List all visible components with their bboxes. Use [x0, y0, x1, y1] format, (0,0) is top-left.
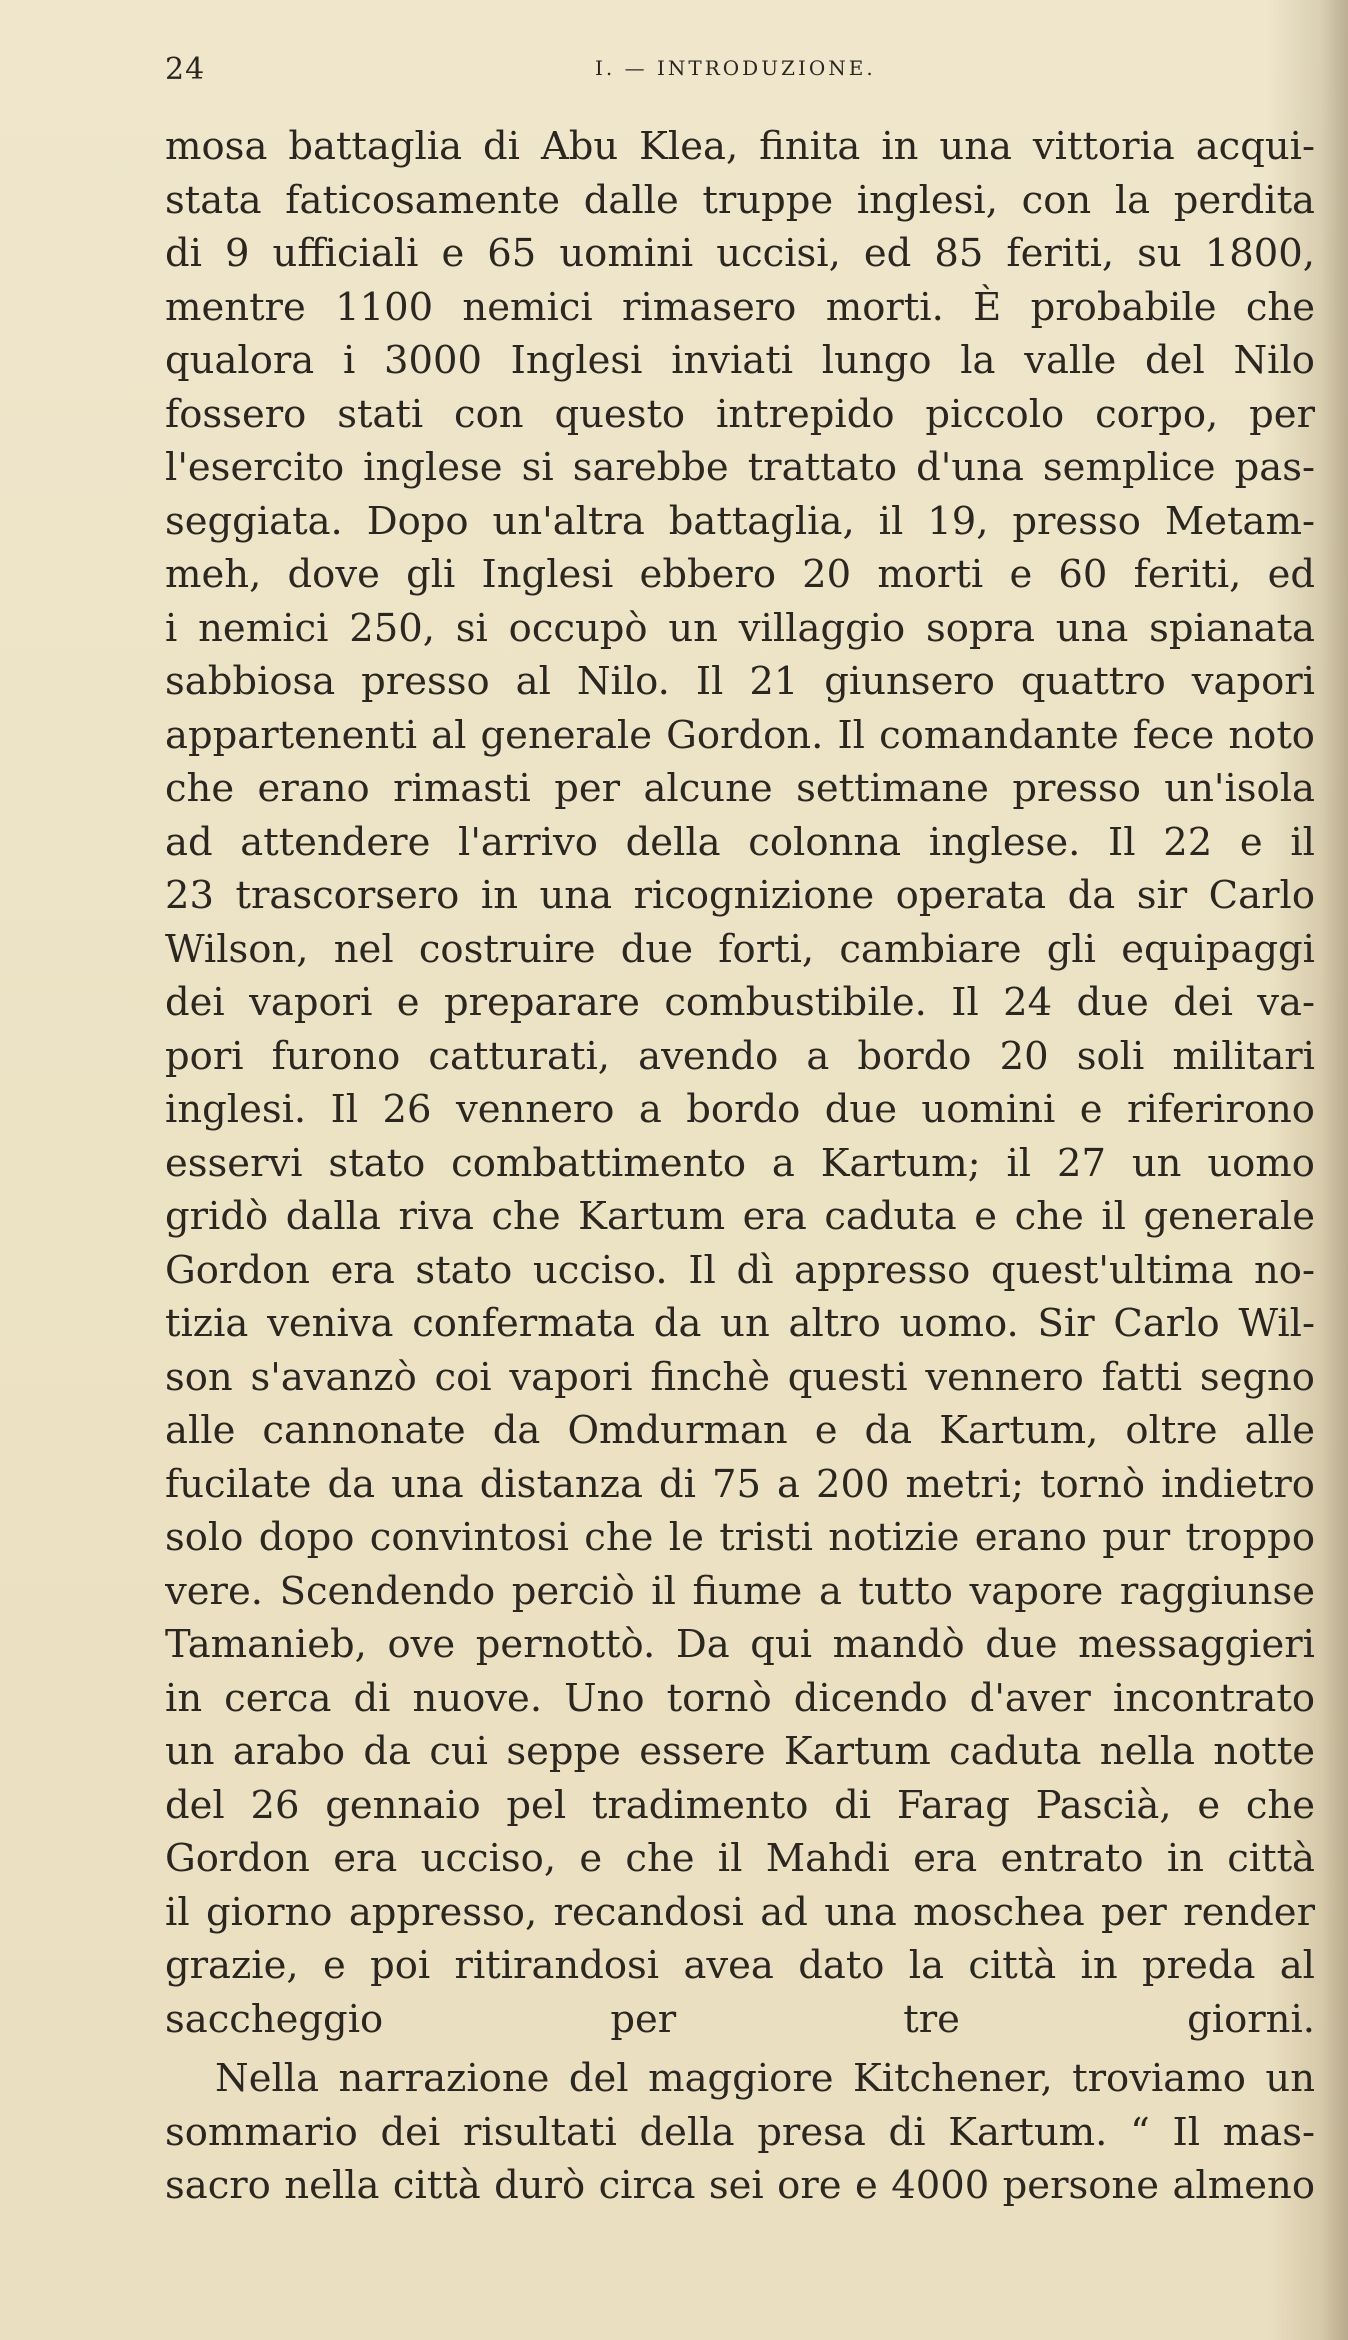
text-line: dei vapori e preparare combustibile. Il 24 due dei va-	[165, 980, 1315, 1025]
page-number: 24	[165, 52, 206, 87]
text-line: mentre 1100 nemici rimasero morti. È probabile che	[165, 284, 1315, 330]
text-line: 23 trascorsero in una ricognizione operata da sir Carlo	[165, 873, 1315, 918]
text-line: inglesi. Il 26 vennero a bordo due uomini e riferirono	[165, 1087, 1315, 1132]
running-head: I. — INTRODUZIONE.	[595, 56, 876, 80]
body-text	[165, 120, 1315, 2213]
text-line: esservi stato combattimento a Kartum; il 27 un uomo	[165, 1140, 1315, 1186]
text-line: Gordon era ucciso, e che il Mahdi era entrato in città	[165, 1836, 1315, 1881]
text-line: Wilson, nel costruire due forti, cambiare gli equipaggi	[165, 926, 1315, 972]
text-line: solo dopo convintosi che le tristi notizie erano pur troppo	[165, 1515, 1315, 1560]
text-line: Tamanieb, ove pernottò. Da qui mandò due messaggieri	[165, 1622, 1315, 1667]
text-line: di 9 ufficiali e 65 uomini uccisi, ed 85 feriti, su 1800,	[165, 231, 1315, 276]
text-line: appartenenti al generale Gordon. Il comandante fece noto	[165, 712, 1315, 758]
page-header	[165, 52, 1295, 92]
text-line: ad attendere l'arrivo della colonna inglese. Il 22 e il	[165, 819, 1315, 865]
text-line: i nemici 250, si occupò un villaggio sopra una spianata	[165, 605, 1315, 651]
text-line: che erano rimasti per alcune settimane presso un'isola	[165, 766, 1315, 811]
text-line: Nella narrazione del maggiore Kitchener, troviamo un	[215, 2056, 1315, 2101]
text-line: del 26 gennaio pel tradimento di Farag Pascià, e che	[165, 1782, 1315, 1828]
text-line: vere. Scendendo perciò il fiume a tutto vapore raggiunse	[165, 1568, 1315, 1614]
text-line: fossero stati con questo intrepido piccolo corpo, per	[165, 391, 1315, 437]
text-line: stata faticosamente dalle truppe inglesi, con la perdita	[165, 177, 1315, 223]
text-line: meh, dove gli Inglesi ebbero 20 morti e 60 feriti, ed	[165, 552, 1315, 597]
text-line: sacro nella città durò circa sei ore e 4000 persone almeno	[165, 2163, 1315, 2208]
text-line: saccheggio per tre giorni.	[165, 1996, 1315, 2042]
text-line: in cerca di nuove. Uno tornò dicendo d'aver incontrato	[165, 1675, 1315, 1721]
text-line: un arabo da cui seppe essere Kartum caduta nella notte	[165, 1729, 1315, 1774]
text-line: mosa battaglia di Abu Klea, finita in una vittoria acqui-	[165, 124, 1315, 169]
text-line: qualora i 3000 Inglesi inviati lungo la valle del Nilo	[165, 338, 1315, 383]
text-line: tizia veniva confermata da un altro uomo. Sir Carlo Wil-	[165, 1301, 1315, 1346]
text-line: il giorno appresso, recandosi ad una moschea per render	[165, 1889, 1315, 1935]
text-line: seggiata. Dopo un'altra battaglia, il 19, presso Metam-	[165, 498, 1315, 544]
text-line: son s'avanzò coi vapori finchè questi vennero fatti segno	[165, 1354, 1315, 1400]
text-line: sabbiosa presso al Nilo. Il 21 giunsero quattro vapori	[165, 659, 1315, 704]
text-line: Gordon era stato ucciso. Il dì appresso quest'ultima no-	[165, 1247, 1315, 1293]
text-line: alle cannonate da Omdurman e da Kartum, oltre alle	[165, 1408, 1315, 1453]
text-line: l'esercito inglese si sarebbe trattato d'una semplice pas-	[165, 445, 1315, 490]
text-line: grazie, e poi ritirandosi avea dato la città in preda al	[165, 1943, 1315, 1988]
text-line: pori furono catturati, avendo a bordo 20 soli militari	[165, 1033, 1315, 1079]
text-line: gridò dalla riva che Kartum era caduta e che il generale	[165, 1194, 1315, 1239]
text-line: sommario dei risultati della presa di Kartum. “ Il mas-	[165, 2109, 1315, 2155]
text-line: fucilate da una distanza di 75 a 200 metri; tornò indietro	[165, 1461, 1315, 1507]
